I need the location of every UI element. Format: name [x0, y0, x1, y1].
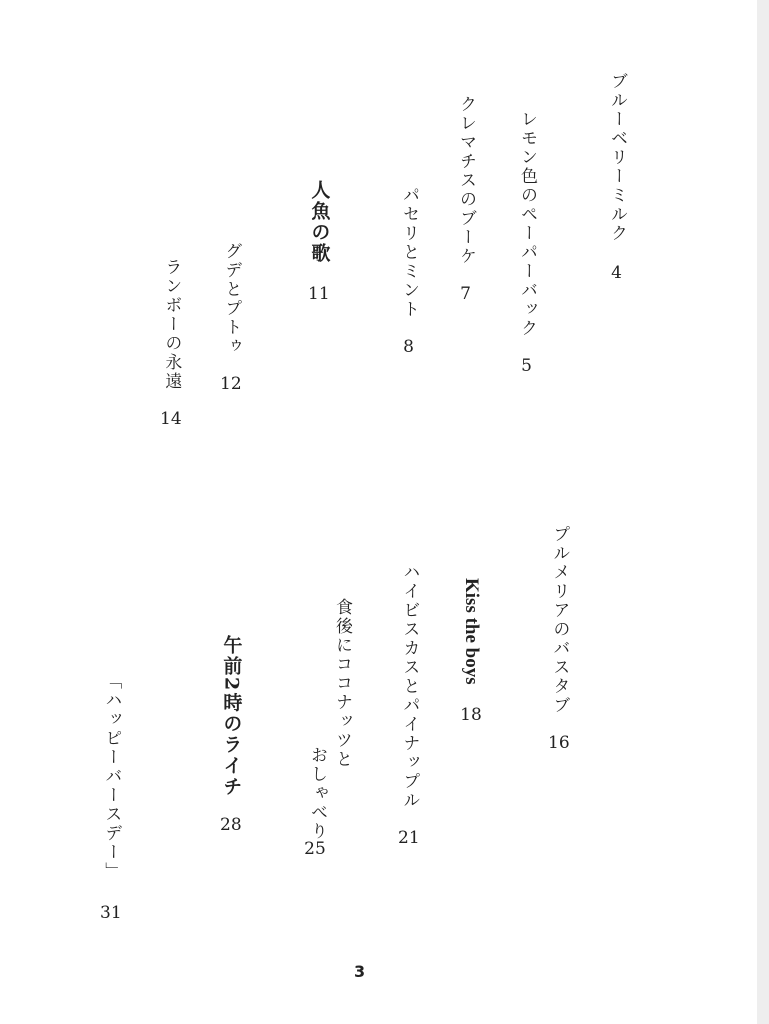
toc-page-number: 7 [460, 284, 471, 304]
toc-entry[interactable] [518, 110, 535, 376]
toc-title: 「ハッピーバースデー」 [101, 672, 122, 881]
toc-page-number: 4 [611, 263, 622, 283]
toc-entry[interactable] [608, 72, 625, 283]
toc-page-number: 31 [100, 903, 122, 923]
toc-entry[interactable] [308, 180, 330, 304]
toc-title: クレマチスのブーケ [456, 95, 476, 266]
toc-title: ブルーベリーミルク [607, 72, 627, 243]
toc-page-number: 28 [220, 815, 242, 836]
toc-title: パセリとミント [399, 186, 419, 319]
toc-page-number: 16 [548, 733, 570, 753]
toc-entry[interactable] [304, 598, 352, 859]
toc-entry[interactable] [220, 242, 242, 394]
toc-title: グデとプトゥ [221, 242, 242, 356]
toc-page-number: 12 [220, 374, 242, 394]
toc-entry[interactable] [548, 525, 570, 753]
toc-title: レモン色のペーパーバック [517, 110, 537, 338]
toc-page-number: 21 [398, 828, 420, 848]
toc-title: 午前2時のライチ [220, 635, 243, 798]
toc-title: ハイビスカスとパイナップル [399, 563, 420, 810]
toc-entry[interactable] [457, 95, 474, 304]
toc-entry[interactable] [398, 563, 420, 848]
toc-entry[interactable] [100, 672, 122, 923]
toc-title: Kiss the boys [461, 578, 482, 685]
toc-title: 人魚の歌 [308, 180, 331, 264]
toc-page-number: 18 [460, 704, 482, 725]
page-number: 3 [354, 962, 366, 981]
toc-title-line1: 食後にココナッツと [332, 598, 352, 769]
toc-page-number: 11 [308, 284, 330, 304]
toc-title-line2: おしゃべり [307, 746, 327, 841]
toc-page-number: 14 [160, 409, 182, 429]
toc-page-number: 8 [403, 337, 414, 357]
toc-title: ランボーの永遠 [161, 258, 182, 391]
toc-entry[interactable] [220, 635, 242, 835]
toc-entry[interactable] [400, 186, 417, 357]
toc-page-number: 5 [521, 356, 532, 376]
toc-page-number: 25 [304, 839, 326, 859]
toc-title: プルメリアのバスタブ [549, 525, 570, 715]
toc-entry[interactable] [160, 258, 182, 429]
toc-title-group [308, 598, 350, 841]
toc-entry[interactable] [460, 578, 482, 725]
scrollbar[interactable] [757, 0, 769, 1024]
